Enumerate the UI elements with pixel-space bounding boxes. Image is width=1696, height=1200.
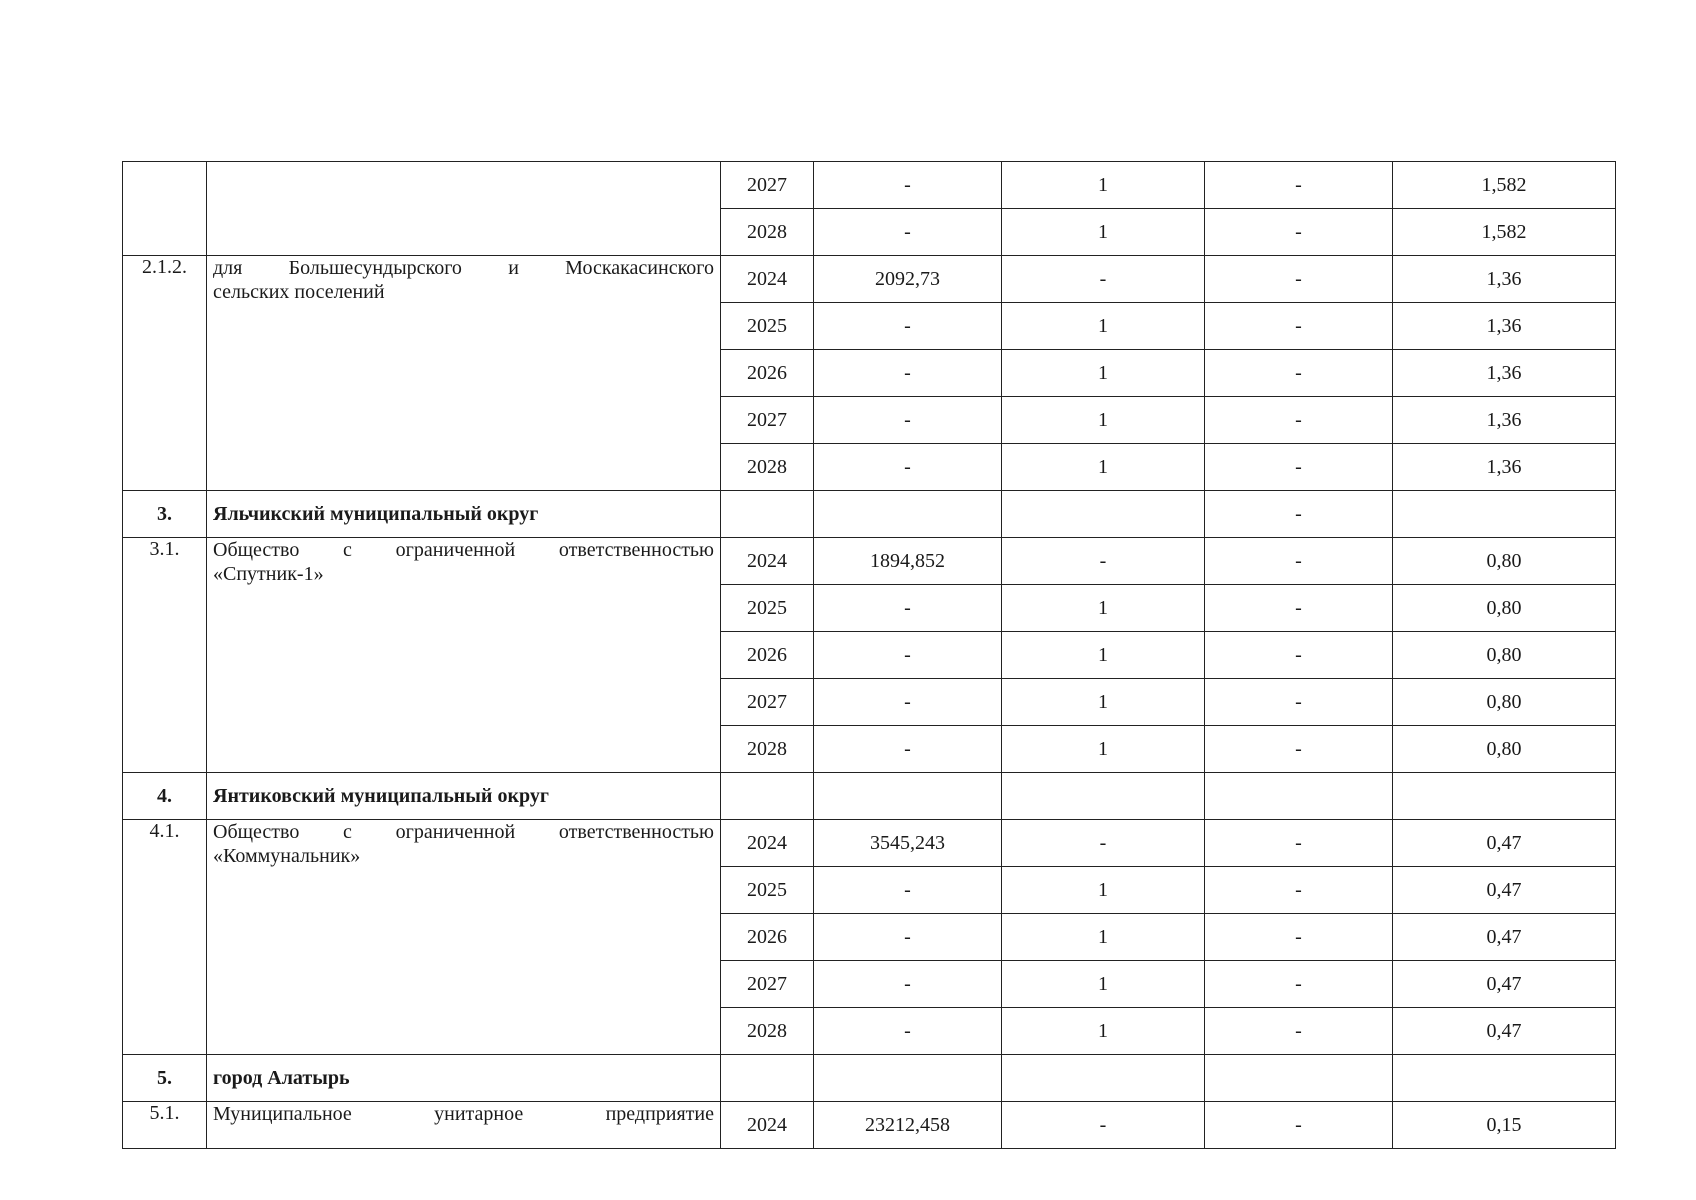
year-cell bbox=[721, 1055, 814, 1102]
value-cell: - bbox=[1205, 538, 1393, 585]
year-cell bbox=[721, 491, 814, 538]
value-cell: - bbox=[1205, 632, 1393, 679]
value-cell: 1 bbox=[1002, 397, 1205, 444]
year-cell: 2028 bbox=[721, 444, 814, 491]
value-cell: 1 bbox=[1002, 303, 1205, 350]
value-cell: 0,80 bbox=[1393, 726, 1616, 773]
value-cell bbox=[1393, 1055, 1616, 1102]
year-cell: 2025 bbox=[721, 585, 814, 632]
value-cell: 1 bbox=[1002, 726, 1205, 773]
value-cell: 0,15 bbox=[1393, 1102, 1616, 1149]
row-name-line: сельских поселений bbox=[213, 281, 385, 303]
section-title-cell: Янтиковский муниципальный округ bbox=[207, 773, 721, 820]
section-title-cell: Яльчикский муниципальный округ bbox=[207, 491, 721, 538]
table-row bbox=[123, 256, 1616, 303]
value-cell: - bbox=[814, 914, 1002, 961]
section-title-cell: город Алатырь bbox=[207, 1055, 721, 1102]
value-cell: 3545,243 bbox=[814, 820, 1002, 867]
value-cell: 0,80 bbox=[1393, 585, 1616, 632]
table-row bbox=[123, 162, 1616, 209]
value-cell: - bbox=[1205, 1008, 1393, 1055]
value-cell: 23212,458 bbox=[814, 1102, 1002, 1149]
year-cell: 2026 bbox=[721, 914, 814, 961]
value-cell: - bbox=[1205, 491, 1393, 538]
value-cell bbox=[1205, 1055, 1393, 1102]
row-number-cell: 2.1.2. bbox=[123, 256, 207, 491]
value-cell: - bbox=[1205, 914, 1393, 961]
year-cell: 2024 bbox=[721, 1102, 814, 1149]
row-name-line: для Большесундырского и Москакасинского bbox=[213, 257, 714, 279]
value-cell: 1,36 bbox=[1393, 350, 1616, 397]
row-name-line: Муниципальное унитарное предприятие bbox=[213, 1103, 714, 1125]
value-cell: - bbox=[814, 632, 1002, 679]
year-cell: 2027 bbox=[721, 679, 814, 726]
section-number-cell: 3. bbox=[123, 491, 207, 538]
value-cell: 1 bbox=[1002, 444, 1205, 491]
value-cell: - bbox=[1205, 1102, 1393, 1149]
value-cell: - bbox=[1205, 162, 1393, 209]
value-cell: 0,47 bbox=[1393, 914, 1616, 961]
year-cell: 2028 bbox=[721, 1008, 814, 1055]
year-cell: 2026 bbox=[721, 632, 814, 679]
row-name-line: Общество с ограниченной ответственностью bbox=[213, 539, 714, 561]
value-cell: - bbox=[1205, 397, 1393, 444]
value-cell bbox=[1002, 773, 1205, 820]
value-cell: - bbox=[1002, 538, 1205, 585]
value-cell: - bbox=[1205, 820, 1393, 867]
year-cell: 2026 bbox=[721, 350, 814, 397]
section-number-cell: 5. bbox=[123, 1055, 207, 1102]
value-cell: - bbox=[1205, 679, 1393, 726]
value-cell bbox=[1393, 773, 1616, 820]
row-number-cell: 5.1. bbox=[123, 1102, 207, 1149]
value-cell: - bbox=[814, 209, 1002, 256]
value-cell: - bbox=[814, 679, 1002, 726]
value-cell bbox=[814, 1055, 1002, 1102]
year-cell: 2028 bbox=[721, 209, 814, 256]
value-cell: 1 bbox=[1002, 914, 1205, 961]
value-cell: 1 bbox=[1002, 679, 1205, 726]
value-cell: 1,36 bbox=[1393, 303, 1616, 350]
value-cell: - bbox=[814, 162, 1002, 209]
value-cell: 0,80 bbox=[1393, 679, 1616, 726]
value-cell: - bbox=[814, 1008, 1002, 1055]
value-cell: - bbox=[1002, 256, 1205, 303]
table-row bbox=[123, 820, 1616, 867]
value-cell: - bbox=[814, 726, 1002, 773]
value-cell: 1,582 bbox=[1393, 209, 1616, 256]
row-name-line: «Спутник-1» bbox=[213, 563, 324, 585]
year-cell: 2024 bbox=[721, 256, 814, 303]
value-cell: - bbox=[814, 444, 1002, 491]
row-name-cell bbox=[207, 162, 721, 256]
value-cell bbox=[1393, 491, 1616, 538]
value-cell: 2092,73 bbox=[814, 256, 1002, 303]
value-cell bbox=[1205, 773, 1393, 820]
row-number-cell bbox=[123, 162, 207, 256]
value-cell: - bbox=[1205, 444, 1393, 491]
value-cell: 0,80 bbox=[1393, 632, 1616, 679]
value-cell: 1,582 bbox=[1393, 162, 1616, 209]
value-cell: - bbox=[1205, 256, 1393, 303]
value-cell bbox=[814, 773, 1002, 820]
value-cell: 1,36 bbox=[1393, 397, 1616, 444]
value-cell: - bbox=[814, 961, 1002, 1008]
year-cell: 2024 bbox=[721, 538, 814, 585]
row-name-cell bbox=[207, 256, 721, 491]
value-cell: - bbox=[1205, 303, 1393, 350]
value-cell: 0,47 bbox=[1393, 867, 1616, 914]
value-cell: - bbox=[1002, 1102, 1205, 1149]
value-cell: 1 bbox=[1002, 585, 1205, 632]
value-cell: - bbox=[1205, 350, 1393, 397]
value-cell bbox=[1002, 491, 1205, 538]
value-cell: - bbox=[814, 303, 1002, 350]
year-cell: 2028 bbox=[721, 726, 814, 773]
table-row bbox=[123, 1102, 1616, 1149]
value-cell: - bbox=[814, 585, 1002, 632]
table-row bbox=[123, 538, 1616, 585]
value-cell: - bbox=[1205, 585, 1393, 632]
value-cell: - bbox=[814, 350, 1002, 397]
value-cell: 1,36 bbox=[1393, 256, 1616, 303]
value-cell: 0,47 bbox=[1393, 820, 1616, 867]
value-cell: 1 bbox=[1002, 162, 1205, 209]
value-cell: 1 bbox=[1002, 1008, 1205, 1055]
section-number-cell: 4. bbox=[123, 773, 207, 820]
value-cell: - bbox=[814, 397, 1002, 444]
year-cell: 2025 bbox=[721, 303, 814, 350]
value-cell: 0,47 bbox=[1393, 961, 1616, 1008]
value-cell: - bbox=[814, 867, 1002, 914]
row-name-line: «Коммунальник» bbox=[213, 845, 361, 867]
year-cell: 2027 bbox=[721, 162, 814, 209]
value-cell: - bbox=[1205, 209, 1393, 256]
section-row bbox=[123, 491, 1616, 538]
value-cell bbox=[1002, 1055, 1205, 1102]
value-cell: 1,36 bbox=[1393, 444, 1616, 491]
row-name-cell bbox=[207, 1102, 721, 1149]
row-number-cell: 4.1. bbox=[123, 820, 207, 1055]
value-cell: 0,80 bbox=[1393, 538, 1616, 585]
row-name-cell bbox=[207, 820, 721, 1055]
value-cell: - bbox=[1205, 961, 1393, 1008]
year-cell: 2027 bbox=[721, 961, 814, 1008]
value-cell: 1 bbox=[1002, 632, 1205, 679]
value-cell: 1 bbox=[1002, 209, 1205, 256]
value-cell: - bbox=[1205, 867, 1393, 914]
year-cell: 2027 bbox=[721, 397, 814, 444]
value-cell: 1894,852 bbox=[814, 538, 1002, 585]
value-cell: 1 bbox=[1002, 867, 1205, 914]
value-cell bbox=[814, 491, 1002, 538]
value-cell: 0,47 bbox=[1393, 1008, 1616, 1055]
value-cell: 1 bbox=[1002, 350, 1205, 397]
value-cell: 1 bbox=[1002, 961, 1205, 1008]
year-cell: 2025 bbox=[721, 867, 814, 914]
year-cell bbox=[721, 773, 814, 820]
value-cell: - bbox=[1205, 726, 1393, 773]
value-cell: - bbox=[1002, 820, 1205, 867]
year-cell: 2024 bbox=[721, 820, 814, 867]
row-name-cell bbox=[207, 538, 721, 773]
section-row bbox=[123, 1055, 1616, 1102]
tariff-table bbox=[122, 161, 1616, 1149]
section-row bbox=[123, 773, 1616, 820]
row-name-line: Общество с ограниченной ответственностью bbox=[213, 821, 714, 843]
row-number-cell: 3.1. bbox=[123, 538, 207, 773]
